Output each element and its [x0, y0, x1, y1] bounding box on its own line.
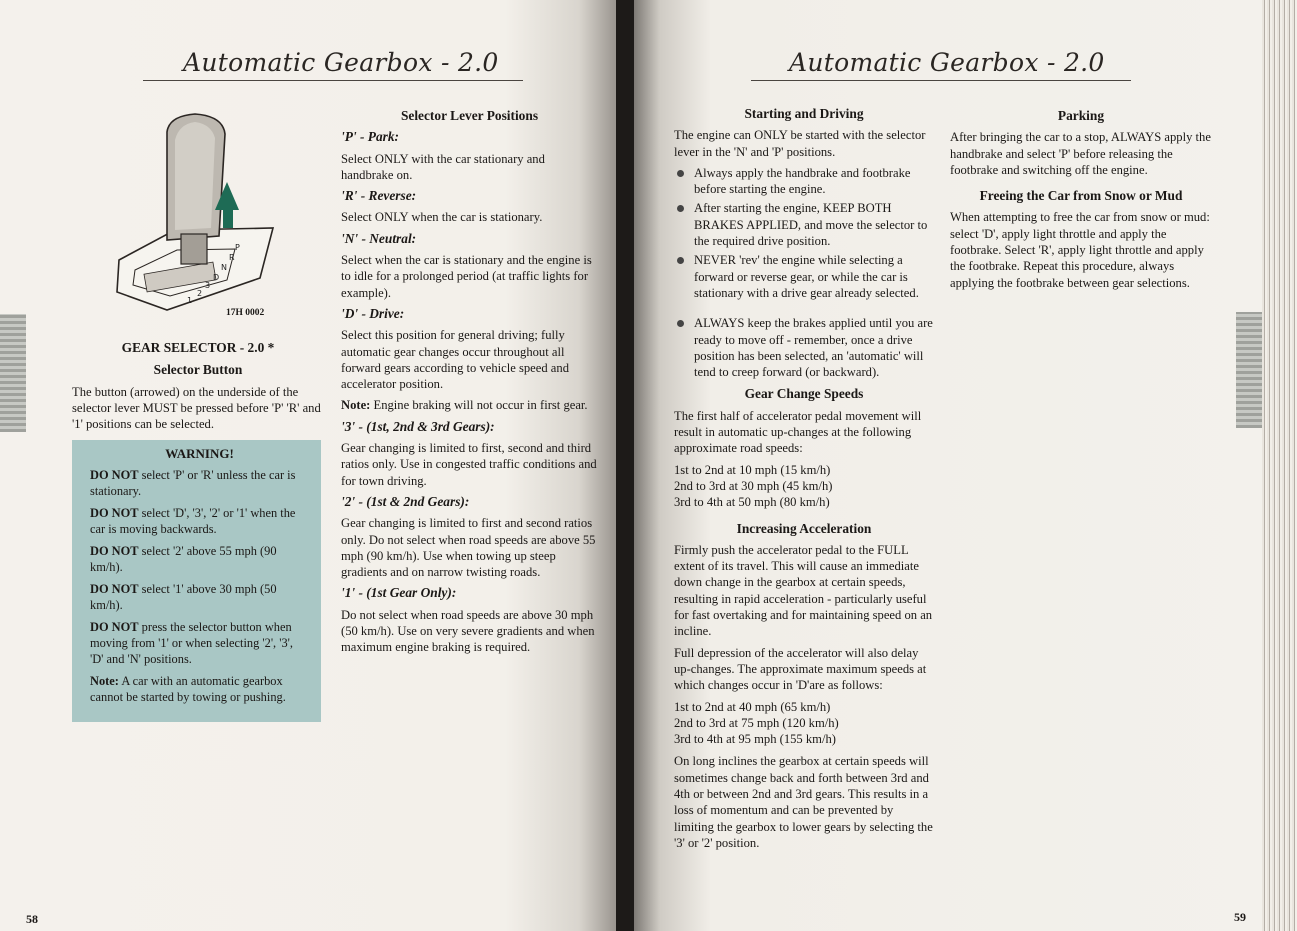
position-name: 'P' - Park:	[341, 129, 400, 145]
page-number-right: 59	[1234, 910, 1246, 924]
starting-heading: Starting and Driving	[744, 106, 864, 121]
position-name: '1' - (1st Gear Only):	[341, 585, 457, 601]
position-name: '2' - (1st & 2nd Gears):	[341, 493, 470, 509]
position-text: Do not select when road speeds are above 30 mph (50 km/h). Use on very severe gradients and when maximum engine braking is required.	[341, 607, 595, 655]
warning-item: DO NOT select 'P' or 'R' unless the car is stationary.	[90, 468, 296, 498]
freeing-text: When attempting to free the car from snow or mud: select 'D', apply light throttle and apply the footbrake. Select 'R', apply light throttle and apply the footbrake. Repeat this procedure, always applying the footbrake between gear selections.	[950, 210, 1210, 290]
speed-row: 3rd to 4th at 95 mph (155 km/h)	[674, 732, 836, 747]
gear-change-speeds	[674, 462, 934, 511]
gear-change-text: The first half of accelerator pedal movement will result in automatic up-changes at the following approximate road speeds:	[674, 408, 922, 456]
right-title-rule	[751, 80, 1131, 81]
left-title-rule	[143, 80, 523, 81]
selector-letter: D	[213, 273, 220, 282]
creep-bullet	[674, 315, 934, 380]
selector-letter: 1	[187, 296, 193, 305]
selector-letter: N	[221, 263, 227, 272]
gear-selector-heading: GEAR SELECTOR - 2.0 *	[121, 340, 275, 355]
book-page-edges	[1262, 0, 1297, 931]
speed-row: 1st to 2nd at 40 mph (65 km/h)	[674, 699, 831, 714]
speed-row: 2nd to 3rd at 30 mph (45 km/h)	[674, 478, 833, 493]
position-text: Select ONLY with the car stationary and handbrake on.	[341, 151, 545, 182]
starting-bullets	[674, 165, 934, 301]
right-page-title: Automatic Gearbox - 2.0	[789, 48, 1105, 77]
position-text: Gear changing is limited to first, second and third ratios only. Use in congested traffic conditions and for town driving.	[341, 441, 597, 488]
list-item: ALWAYS keep the brakes applied until you are ready to move off - remember, once a drive position has been selected, an 'automatic' will tend to creep forward (or backward).	[674, 315, 934, 380]
accel-text: Full depression of the accelerator will also delay up-changes. The approximate maximum speeds at which changes occur in 'D'are as follows:	[674, 645, 927, 693]
starting-text: The engine can ONLY be started with the selector lever in the 'N' and 'P' positions.	[674, 128, 926, 159]
freeing-heading: Freeing the Car from Snow or Mud	[979, 188, 1183, 204]
parking-heading: Parking	[1057, 108, 1105, 123]
warning-item: DO NOT select '2' above 55 mph (90 km/h).	[90, 544, 277, 574]
list-item: After starting the engine, KEEP BOTH BRAKES APPLIED, and move the selector to the required drive position.	[674, 200, 934, 249]
warning-item: DO NOT select '1' above 30 mph (50 km/h).	[90, 582, 277, 612]
selector-button-text: The button (arrowed) on the underside of the selector lever MUST be pressed before 'P' 'R' and '1' positions can be selected.	[72, 384, 321, 432]
page-number-left: 58	[26, 912, 38, 926]
position-text: Select this position for general driving; fully automatic gear changes occur throughout all forward gears according to vehicle speed and accelerator position.	[341, 328, 569, 392]
warning-note: Note: A car with an automatic gearbox cannot be started by towing or pushing.	[90, 674, 286, 704]
position-text: Select when the car is stationary and the engine is to idle for a prolonged period (at traffic lights for example).	[341, 253, 592, 300]
thumb-tab-right	[1236, 312, 1262, 428]
position-name: 'R' - Reverse:	[341, 188, 417, 204]
right-column-1	[674, 106, 934, 856]
selector-letter: P	[235, 243, 240, 252]
selector-letter: 2	[197, 289, 203, 298]
warning-box	[72, 440, 321, 722]
selector-lever-heading: Selector Lever Positions	[400, 108, 539, 123]
position-name: 'D' - Drive:	[341, 305, 405, 321]
accel-heading: Increasing Acceleration	[736, 520, 872, 536]
position-name: 'N' - Neutral:	[341, 230, 417, 246]
position-text: Gear changing is limited to first and second ratios only. Do not select when road speeds are above 55 mph (90 km/h). Use when towing up steep gradients and on narrow twisting roads.	[341, 516, 596, 580]
warning-item: DO NOT press the selector button when moving from '1' or when selecting '2', '3', 'D' and 'N' positions.	[90, 620, 294, 666]
accel-text: Firmly push the accelerator pedal to the FULL extent of its travel. This will cause an immediate down change in the gearbox at certain speeds, resulting in rapid acceleration - particularly useful for fast overtaking and for maintaining speed on an incline.	[674, 542, 933, 639]
engine-braking-note: Note: Engine braking will not occur in first gear.	[341, 398, 588, 413]
accel-speeds	[674, 699, 934, 748]
thumb-tab-left	[0, 314, 26, 432]
gear-change-heading: Gear Change Speeds	[744, 386, 864, 402]
right-page	[634, 0, 1274, 931]
figure-ref: 17H 0002	[226, 308, 265, 318]
left-column-2	[341, 108, 598, 661]
speed-row: 2nd to 3rd at 75 mph (120 km/h)	[674, 715, 839, 730]
selector-button-heading: Selector Button	[153, 362, 243, 378]
gear-selector-icon	[115, 110, 275, 325]
gear-selector-lever-illustration	[115, 110, 275, 325]
warning-heading: WARNING!	[165, 446, 234, 461]
list-item: Always apply the handbrake and footbrake before starting the engine.	[674, 165, 934, 198]
list-item: NEVER 'rev' the engine while selecting a forward or reverse gear, or while the car is stationary with a drive gear already selected.	[674, 252, 934, 301]
parking-text: After bringing the car to a stop, ALWAYS apply the handbrake and select 'P' before releasing the footbrake and switching off the engine.	[950, 130, 1211, 177]
left-column-1	[72, 340, 324, 437]
left-page-title: Automatic Gearbox - 2.0	[183, 48, 499, 77]
speed-row: 1st to 2nd at 10 mph (15 km/h)	[674, 462, 831, 477]
position-name: '3' - (1st, 2nd & 3rd Gears):	[341, 418, 495, 434]
left-page	[0, 0, 616, 931]
speed-row: 3rd to 4th at 50 mph (80 km/h)	[674, 495, 830, 510]
warning-item: DO NOT select 'D', '3', '2' or '1' when the car is moving backwards.	[90, 506, 296, 536]
accel-text: On long inclines the gearbox at certain speeds will sometimes change back and forth between 3rd and 4th or between 2nd and 3rd gears. This results in a loss of momentum and can be prevented by limiting the gearbox to lower gears by selecting the '3' or '2' position.	[674, 754, 933, 850]
selector-letter: R	[229, 253, 235, 262]
right-column-2	[950, 108, 1212, 296]
position-text: Select ONLY when the car is stationary.	[341, 210, 543, 225]
selector-letter: 3	[205, 281, 211, 290]
